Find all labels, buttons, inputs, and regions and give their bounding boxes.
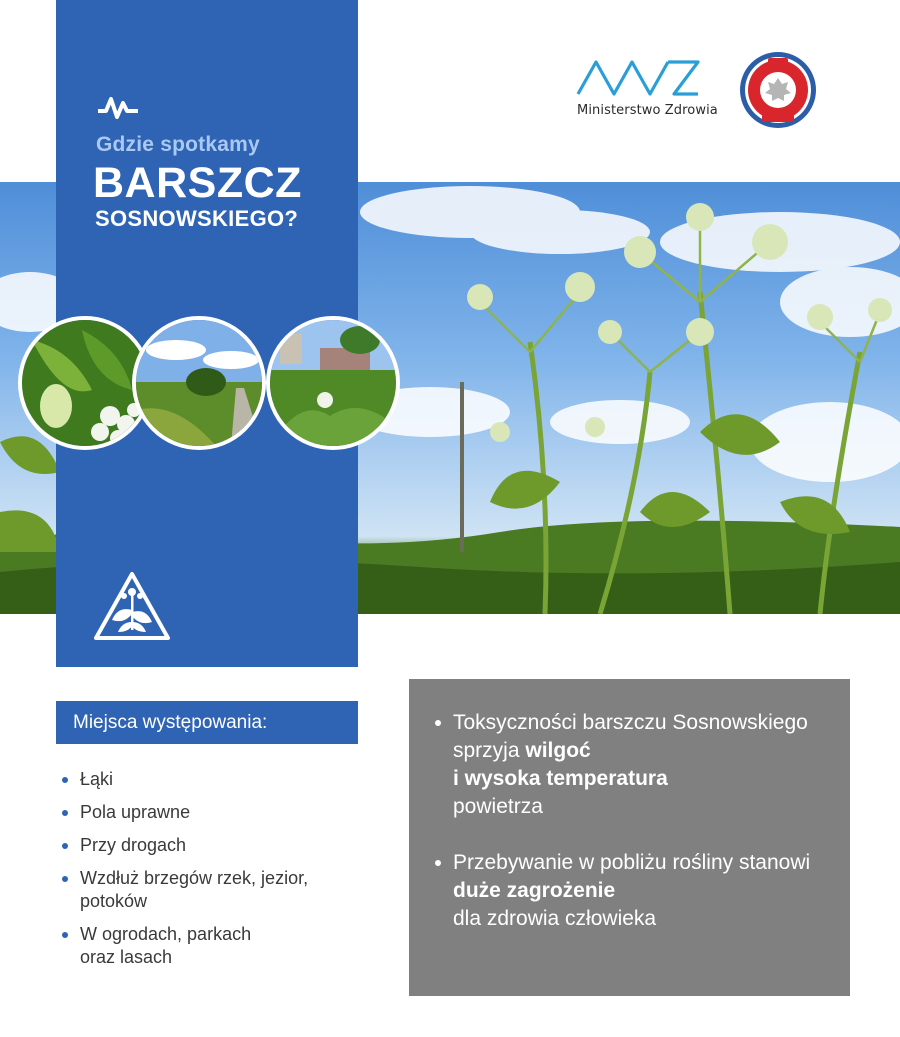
list-item-text-continued: oraz lasach: [80, 947, 173, 967]
photo-circle-roadside: [132, 316, 266, 450]
info-bold: i wysoka temperatura: [453, 767, 668, 790]
info-text: Przebywanie w pobliżu rośliny stanowi: [453, 851, 811, 874]
info-list: [435, 709, 840, 961]
list-item: Pola uprawne: [60, 801, 380, 824]
info-item-danger: [435, 849, 840, 933]
places-header: Miejsca występowania:: [56, 701, 358, 744]
ministry-name: Ministerstwo Zdrowia: [577, 103, 718, 118]
info-bold: duże zagrożenie: [453, 879, 616, 902]
banner-title-main: BARSZCZ: [93, 159, 302, 207]
list-item: [60, 834, 380, 857]
list-item: [60, 867, 380, 913]
places-list: [60, 768, 380, 979]
ministry-of-health-logo: [576, 58, 701, 98]
list-item-text-continued: potoków: [80, 891, 148, 911]
info-item-toxicity: [435, 709, 840, 821]
photo-circle-meadow: [266, 316, 400, 450]
list-item-text: Wzdłuż brzegów rzek, jezior,: [80, 868, 309, 888]
info-text: dla zdrowia człowieka: [453, 907, 657, 930]
banner-title-secondary: SOSNOWSKIEGO?: [95, 206, 299, 231]
list-item-text: Przy drogach: [80, 835, 187, 855]
info-bold: wilgoć: [525, 739, 591, 762]
list-item-text: W ogrodach, parkach: [80, 924, 252, 944]
state-sanitary-inspection-logo: [738, 50, 818, 130]
list-item: Łąki: [60, 768, 380, 791]
plant-warning-triangle-icon: [92, 570, 172, 642]
pulse-wave-icon: [98, 95, 138, 119]
banner-subtitle: Gdzie spotkamy: [96, 133, 260, 156]
info-text: powietrza: [453, 795, 543, 818]
toxicity-info-box: [409, 679, 850, 996]
list-item: [60, 923, 380, 969]
info-text: Toksyczności barszczu Sosnowskiego sprzyja: [453, 711, 808, 762]
